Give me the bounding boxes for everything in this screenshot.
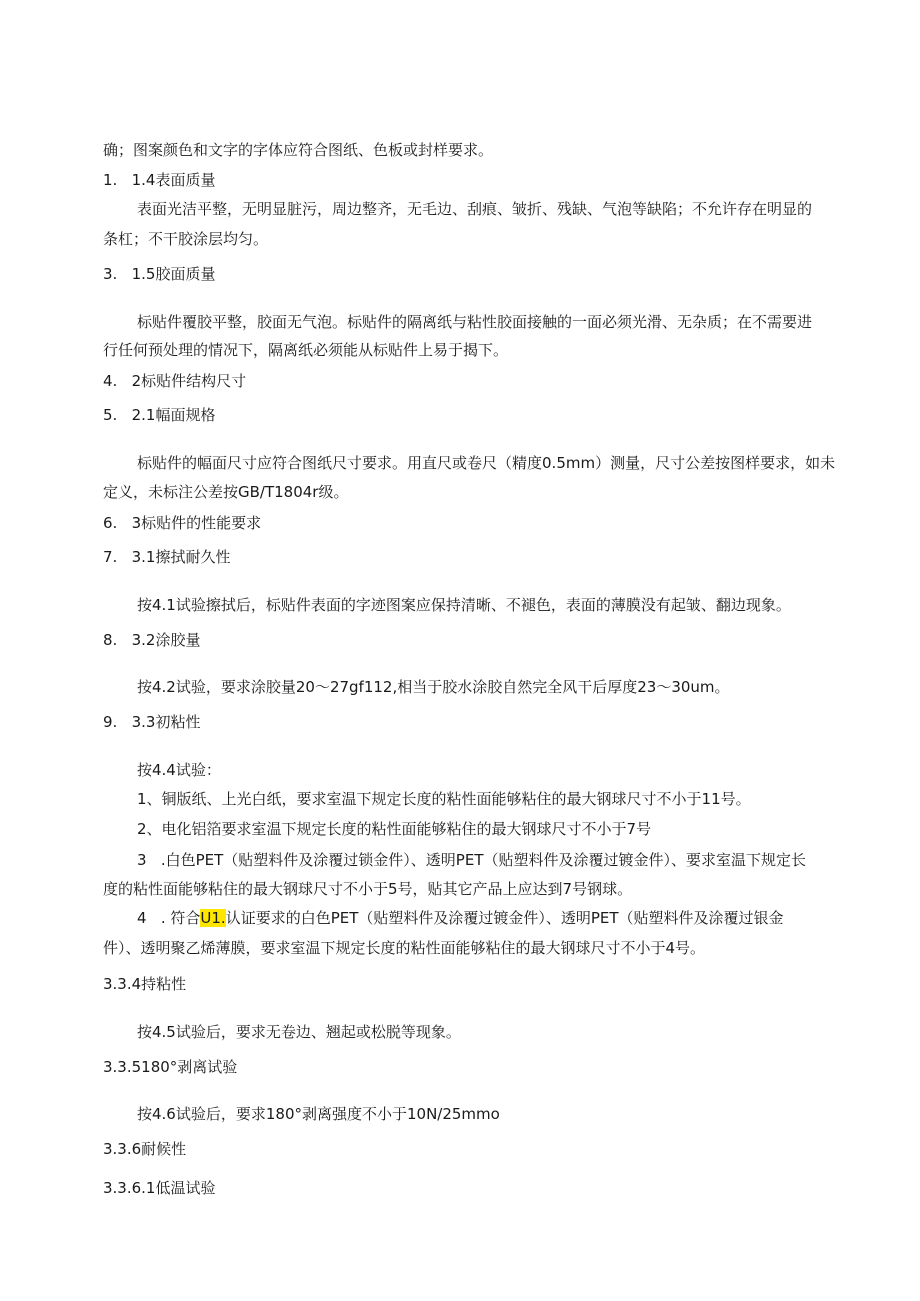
highlighted-text: U1. bbox=[200, 909, 226, 927]
section-heading: 3.3.4持粘性 bbox=[103, 975, 187, 993]
paragraph-line: 度的粘性面能够粘住的最大钢球尺寸不小于5号，贴其它产品上应达到7号钢球。 bbox=[103, 880, 633, 898]
paragraph-line: 行任何预处理的情况下，隔离纸必须能从标贴件上易于揭下。 bbox=[103, 341, 509, 359]
paragraph-line: 标贴件的幅面尺寸应符合图纸尺寸要求。用直尺或卷尺（精度0.5mm）测量，尺寸公差按图样要求，如未 bbox=[137, 454, 836, 472]
list-item: 3 .白色PET（贴塑料件及涂覆过锁金件）、透明PET（贴塑料件及涂覆过镀金件）、要求室温下规定长 bbox=[137, 851, 806, 869]
section-heading: 8. 3.2涂胶量 bbox=[103, 631, 201, 649]
paragraph-line: 按4.1试验擦拭后，标贴件表面的字迹图案应保持清晰、不褪色，表面的薄膜没有起皱、翻边现象。 bbox=[137, 596, 791, 614]
section-heading: 3.3.6耐候性 bbox=[103, 1140, 187, 1158]
section-heading: 3.3.5180°剥离试验 bbox=[103, 1058, 238, 1076]
paragraph-line: 确；图案颜色和文字的字体应符合图纸、色板或封样要求。 bbox=[103, 141, 494, 159]
paragraph-line: 件）、透明聚乙烯薄膜，要求室温下规定长度的粘性面能够粘住的最大钢球尺寸不小于4号。 bbox=[103, 939, 706, 957]
section-heading: 7. 3.1擦拭耐久性 bbox=[103, 548, 231, 566]
list-item bbox=[137, 908, 784, 928]
list-item: 2、电化铝箔要求室温下规定长度的粘性面能够粘住的最大钢球尺寸不小于7号 bbox=[137, 820, 652, 838]
section-heading: 9. 3.3初粘性 bbox=[103, 713, 201, 731]
paragraph-line: 按4.5试验后，要求无卷边、翘起或松脱等现象。 bbox=[137, 1023, 461, 1041]
paragraph-line: 按4.2试验，要求涂胶量20～27gf112,相当于胶水涂胶自然完全风干后厚度23～30um。 bbox=[137, 678, 730, 696]
paragraph-line: 按4.4试验： bbox=[137, 761, 221, 779]
list-item-text: 认证要求的白色PET（贴塑料件及涂覆过镀金件）、透明PET（贴塑料件及涂覆过银金 bbox=[225, 909, 784, 927]
section-heading: 3. 1.5胶面质量 bbox=[103, 265, 216, 283]
paragraph-line: 标贴件覆胶平整，胶面无气泡。标贴件的隔离纸与粘性胶面接触的一面必须光滑、无杂质；在不需要进 bbox=[137, 313, 813, 331]
paragraph-line: 条杠；不干胶涂层均匀。 bbox=[103, 230, 269, 248]
paragraph-line: 定义，未标注公差按GB/T1804r级。 bbox=[103, 483, 349, 501]
section-heading: 1. 1.4表面质量 bbox=[103, 171, 216, 189]
section-heading: 5. 2.1幅面规格 bbox=[103, 406, 216, 424]
paragraph-line: 表面光洁平整，无明显脏污，周边整齐，无毛边、刮痕、皱折、残缺、气泡等缺陷；不允许存在明显的 bbox=[137, 200, 813, 218]
paragraph-line: 按4.6试验后，要求180°剥离强度不小于10N/25mmo bbox=[137, 1105, 500, 1123]
list-item: 1、铜版纸、上光白纸，要求室温下规定长度的粘性面能够粘住的最大钢球尺寸不小于11号。 bbox=[137, 790, 751, 808]
section-heading: 6. 3标贴件的性能要求 bbox=[103, 514, 262, 532]
section-heading: 3.3.6.1低温试验 bbox=[103, 1179, 216, 1197]
section-heading: 4. 2标贴件结构尺寸 bbox=[103, 372, 247, 390]
list-item-prefix: 4 . 符合 bbox=[137, 909, 201, 927]
